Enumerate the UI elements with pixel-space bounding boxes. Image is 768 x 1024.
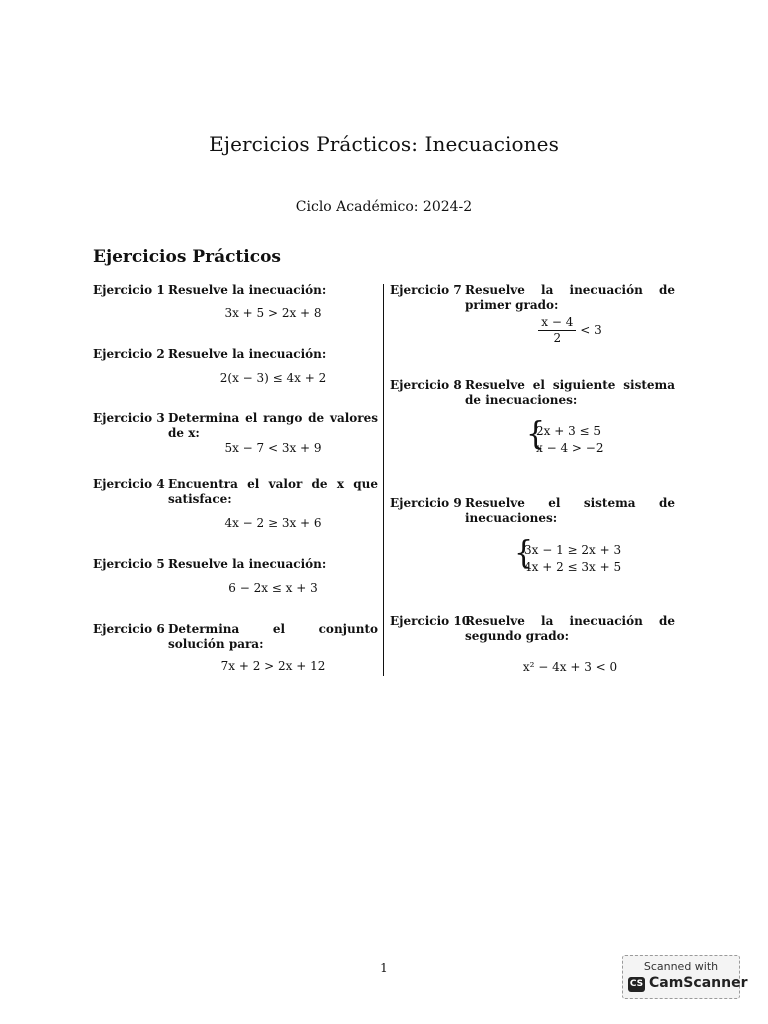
- exercise-3: [93, 411, 378, 461]
- exercise-6: [93, 622, 378, 677]
- page-number: 1: [380, 961, 388, 975]
- document-title: Ejercicios Prácticos: Inecuaciones: [209, 132, 559, 156]
- exercise-math: 7x + 2 > 2x + 12: [220, 659, 326, 673]
- stamp-brand-text: CamScanner: [649, 975, 748, 991]
- exercise-label: Ejercicio 1: [93, 283, 165, 297]
- exercise-label: Ejercicio 3: [93, 411, 165, 425]
- exercise-label: Ejercicio 5: [93, 557, 165, 571]
- exercise-8: [390, 378, 675, 468]
- system-line: 2x + 3 ≤ 5: [536, 424, 602, 438]
- column-divider: [383, 284, 384, 676]
- camscanner-logo-icon: CS: [628, 977, 645, 992]
- exercise-label: Ejercicio 8: [390, 378, 462, 392]
- fraction-numerator: x − 4: [541, 315, 574, 329]
- exercise-4: [93, 477, 378, 530]
- exercise-math: 6 − 2x ≤ x + 3: [228, 581, 318, 595]
- document-subtitle: Ciclo Académico: 2024-2: [295, 199, 473, 215]
- exercise-label: Ejercicio 10: [390, 614, 471, 628]
- exercise-label: Ejercicio 9: [390, 496, 462, 510]
- inequality-system: [514, 535, 644, 576]
- exercise-9: [390, 496, 675, 586]
- exercise-math: [465, 315, 675, 346]
- system-line: x − 4 > −2: [536, 441, 604, 455]
- exercise-statement: Resuelve el siguiente sistema de inecuaciones:: [465, 378, 675, 407]
- system-line: 4x + 2 ≤ 3x + 5: [524, 560, 622, 574]
- exercise-5: [93, 557, 378, 597]
- exercise-statement: Resuelve el sistema de inecuaciones:: [465, 496, 675, 525]
- exercise-statement: Encuentra el valor de x que satisface:: [168, 477, 378, 506]
- exercise-math: 3x + 5 > 2x + 8: [224, 306, 322, 320]
- exercise-statement: Resuelve la inecuación:: [168, 283, 327, 297]
- exercise-label: Ejercicio 6: [93, 622, 165, 636]
- exercise-statement: Resuelve la inecuación de segundo grado:: [465, 614, 675, 643]
- exercise-statement: Resuelve la inecuación:: [168, 557, 327, 571]
- fraction: [538, 315, 576, 346]
- camscanner-stamp: [622, 955, 748, 999]
- fraction-denominator: 2: [538, 330, 576, 346]
- exercise-10: [390, 614, 675, 676]
- exercise-7: [390, 283, 675, 353]
- exercise-label: Ejercicio 2: [93, 347, 165, 361]
- exercise-1: [93, 283, 378, 323]
- exercise-math: 5x − 7 < 3x + 9: [224, 441, 322, 455]
- inequality-system: [526, 416, 646, 457]
- stamp-top-text: Scanned with: [643, 960, 719, 973]
- exercise-statement: Determina el rango de valores de x:: [168, 411, 378, 440]
- brace-icon: {: [514, 535, 534, 572]
- exercise-statement: Resuelve la inecuación:: [168, 347, 327, 361]
- exercise-math: 4x − 2 ≥ 3x + 6: [224, 516, 322, 530]
- exercise-label: Ejercicio 4: [93, 477, 165, 491]
- exercise-math: 2(x − 3) ≤ 4x + 2: [219, 371, 327, 385]
- exercise-statement: Determina el conjunto solución para:: [168, 622, 378, 651]
- exercise-2: [93, 347, 378, 387]
- section-title: Ejercicios Prácticos: [93, 247, 282, 267]
- system-line: 3x − 1 ≥ 2x + 3: [524, 543, 622, 557]
- exercise-statement: Resuelve la inecuación de primer grado:: [465, 283, 675, 312]
- exercise-label: Ejercicio 7: [390, 283, 462, 297]
- exercise-math: x² − 4x + 3 < 0: [522, 660, 618, 674]
- brace-icon: {: [526, 416, 546, 453]
- fraction-rest: < 3: [580, 323, 602, 337]
